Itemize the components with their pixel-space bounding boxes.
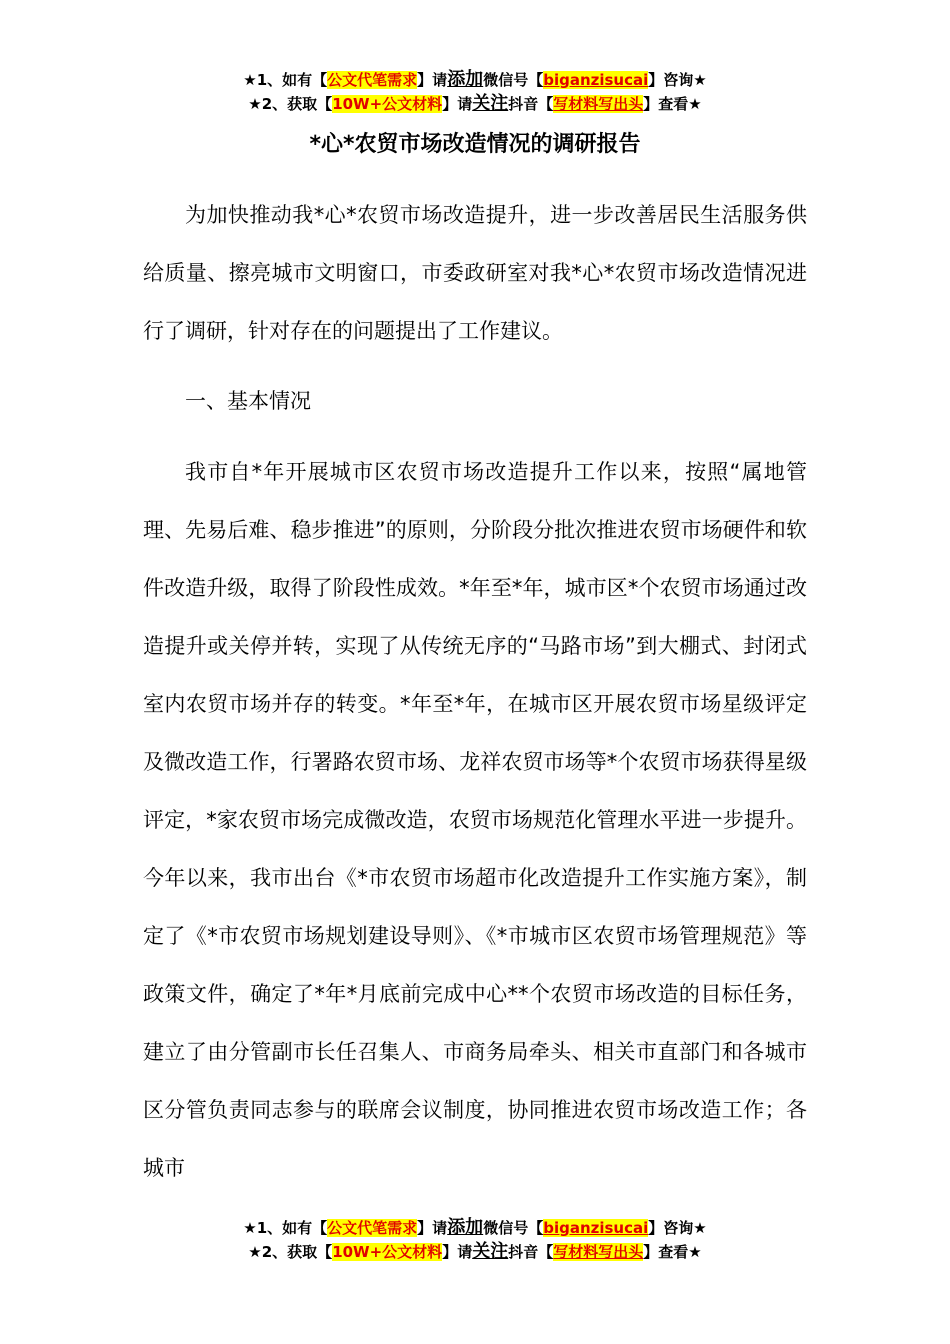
promo-text: 抖音【: [508, 1243, 554, 1261]
promo-emphasis: 关注: [472, 93, 509, 114]
promo-douyin-name: 写材料写出头: [553, 95, 644, 113]
promo-line-1: [0, 1216, 950, 1240]
document-title: *心*农贸市场改造情况的调研报告: [309, 132, 641, 157]
promo-line-2: [0, 92, 950, 116]
promo-banner-top: [0, 68, 950, 116]
promo-text: ★2、获取【: [248, 1243, 333, 1261]
promo-emphasis: 添加: [447, 69, 484, 90]
section-body-paragraph: [143, 443, 807, 1197]
promo-text: ★1、如有【: [243, 1219, 328, 1237]
promo-douyin-name: 写材料写出头: [553, 1243, 644, 1261]
promo-text: 】请: [417, 1219, 448, 1237]
promo-emphasis: 关注: [472, 1241, 509, 1262]
promo-text: 】咨询★: [648, 71, 707, 89]
promo-highlight: 10W+公文材料: [332, 1243, 443, 1261]
promo-text: 】查看★: [643, 1243, 702, 1261]
promo-line-2: [0, 1240, 950, 1264]
section-body-text: 我市自*年开展城市区农贸市场改造提升工作以来，按照“属地管理、先易后难、稳步推进”的原则，分阶段分批次推进农贸市场硬件和软件改造升级，取得了阶段性成效。*年至*年，城市区*个农贸市场通过改造提升或关停并转，实现了从传统无序的“马路市场”到大棚式、封闭式室内农贸市场并存的转变。*年至*年，在城市区开展农贸市场星级评定及微改造工作，行署路农贸市场、龙祥农贸市场等*个农贸市场获得星级评定，*家农贸市场完成微改造，农贸市场规范化管理水平进一步提升。今年以来，我市出台《*市农贸市场超市化改造提升工作实施方案》，制定了《*市农贸市场规划建设导则》、《*市城市区农贸市场管理规范》等政策文件，确定了*年*月底前完成中心**个农贸市场改造的目标任务，建立了由分管副市长任召集人、市商务局牵头、相关市直部门和各城市区分管负责同志参与的联席会议制度，协同推进农贸市场改造工作；各城市: [143, 460, 807, 1180]
promo-highlight: 公文代笔需求: [327, 71, 418, 89]
section-heading-text: 一、基本情况: [185, 389, 311, 413]
promo-banner-bottom: [0, 1216, 950, 1264]
promo-highlight: 公文代笔需求: [327, 1219, 418, 1237]
promo-emphasis: 添加: [447, 1217, 484, 1238]
intro-paragraph: [143, 186, 807, 360]
promo-text: 抖音【: [508, 95, 554, 113]
promo-text: 】请: [442, 95, 473, 113]
promo-line-1: [0, 68, 950, 92]
promo-text: 】咨询★: [648, 1219, 707, 1237]
promo-text: ★1、如有【: [243, 71, 328, 89]
promo-wechat-id: biganzisucai: [543, 1219, 649, 1237]
promo-text: ★2、获取【: [248, 95, 333, 113]
promo-text: 】查看★: [643, 95, 702, 113]
promo-wechat-id: biganzisucai: [543, 71, 649, 89]
promo-text: 】请: [417, 71, 448, 89]
intro-text: 为加快推动我*心*农贸市场改造提升，进一步改善居民生活服务供给质量、擦亮城市文明窗口，市委政研室对我*心*农贸市场改造情况进行了调研，针对存在的问题提出了工作建议。: [143, 203, 807, 343]
section-heading: [143, 372, 807, 430]
promo-text: 微信号【: [483, 71, 544, 89]
promo-text: 】请: [442, 1243, 473, 1261]
promo-text: 微信号【: [483, 1219, 544, 1237]
promo-highlight: 10W+公文材料: [332, 95, 443, 113]
